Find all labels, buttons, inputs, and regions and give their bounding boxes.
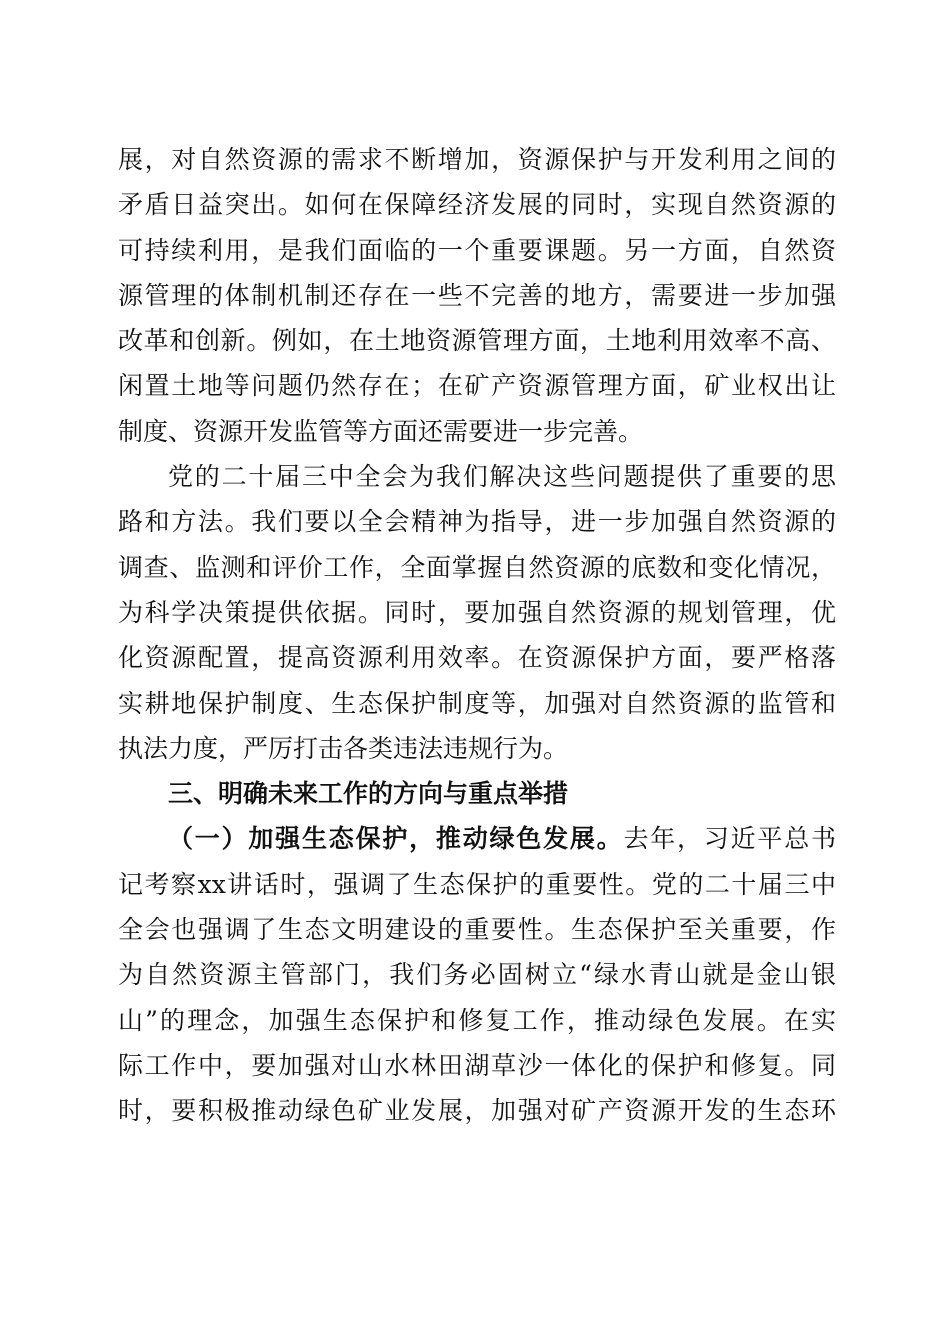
paragraph-line: 可持续利用，是我们面临的一个重要课题。另一方面，自然资	[118, 235, 836, 265]
paragraph-line: 时，要积极推动绿色矿业发展，加强对矿产资源开发的生态环	[118, 1096, 836, 1126]
paragraph-line: 矛盾日益突出。如何在保障经济发展的同时，实现自然资源的	[118, 190, 836, 220]
paragraph-line: 制度、资源开发监管等方面还需要进一步完善。	[118, 416, 644, 446]
paragraph-line	[118, 816, 836, 861]
section-heading: 三、明确未来工作的方向与重点举措	[168, 779, 569, 809]
paragraph-2	[118, 454, 836, 771]
paragraph-line: 为科学决策提供依据。同时，要加强自然资源的规划管理，优	[118, 597, 836, 627]
paragraph-line: 改革和创新。例如，在土地资源管理方面，土地利用效率不高、	[118, 326, 836, 356]
paragraph-line: 记考察xx讲话时，强调了生态保护的重要性。党的二十届三中	[118, 869, 836, 899]
paragraph-line: 际工作中，要加强对山水林田湖草沙一体化的保护和修复。同	[118, 1050, 836, 1080]
subheading-lead: （一）加强生态保护，推动绿色发展。	[168, 824, 624, 854]
paragraph-1	[118, 137, 836, 454]
paragraph-line: 实耕地保护制度、生态保护制度等，加强对自然资源的监管和	[118, 688, 836, 718]
paragraph-line: 党的二十届三中全会为我们解决这些问题提供了重要的思	[168, 462, 836, 492]
paragraph-line: 源管理的体制机制还存在一些不完善的地方，需要进一步加强	[118, 280, 836, 310]
paragraph-line: 山”的理念，加强生态保护和修复工作，推动绿色发展。在实	[118, 1005, 836, 1035]
paragraph-line: 调查、监测和评价工作，全面掌握自然资源的底数和变化情况，	[118, 552, 836, 582]
paragraph-line: 路和方法。我们要以全会精神为指导，进一步加强自然资源的	[118, 507, 836, 537]
document-body	[118, 137, 836, 1134]
paragraph-line: 展，对自然资源的需求不断增加，资源保护与开发利用之间的	[118, 145, 836, 174]
paragraph-line: 执法力度，严厉打击各类违法违规行为。	[118, 733, 569, 763]
paragraph-line: 闲置土地等问题仍然存在；在矿产资源管理方面，矿业权出让	[118, 371, 836, 401]
paragraph-3	[118, 816, 836, 1133]
paragraph-line: 化资源配置，提高资源利用效率。在资源保护方面，要严格落	[118, 643, 836, 673]
paragraph-line: 全会也强调了生态文明建设的重要性。生态保护至关重要，作	[118, 915, 836, 945]
paragraph-line: 为自然资源主管部门，我们务必固树立“绿水青山就是金山银	[118, 960, 836, 990]
subheading-rest: 去年，习近平总书	[623, 824, 836, 854]
